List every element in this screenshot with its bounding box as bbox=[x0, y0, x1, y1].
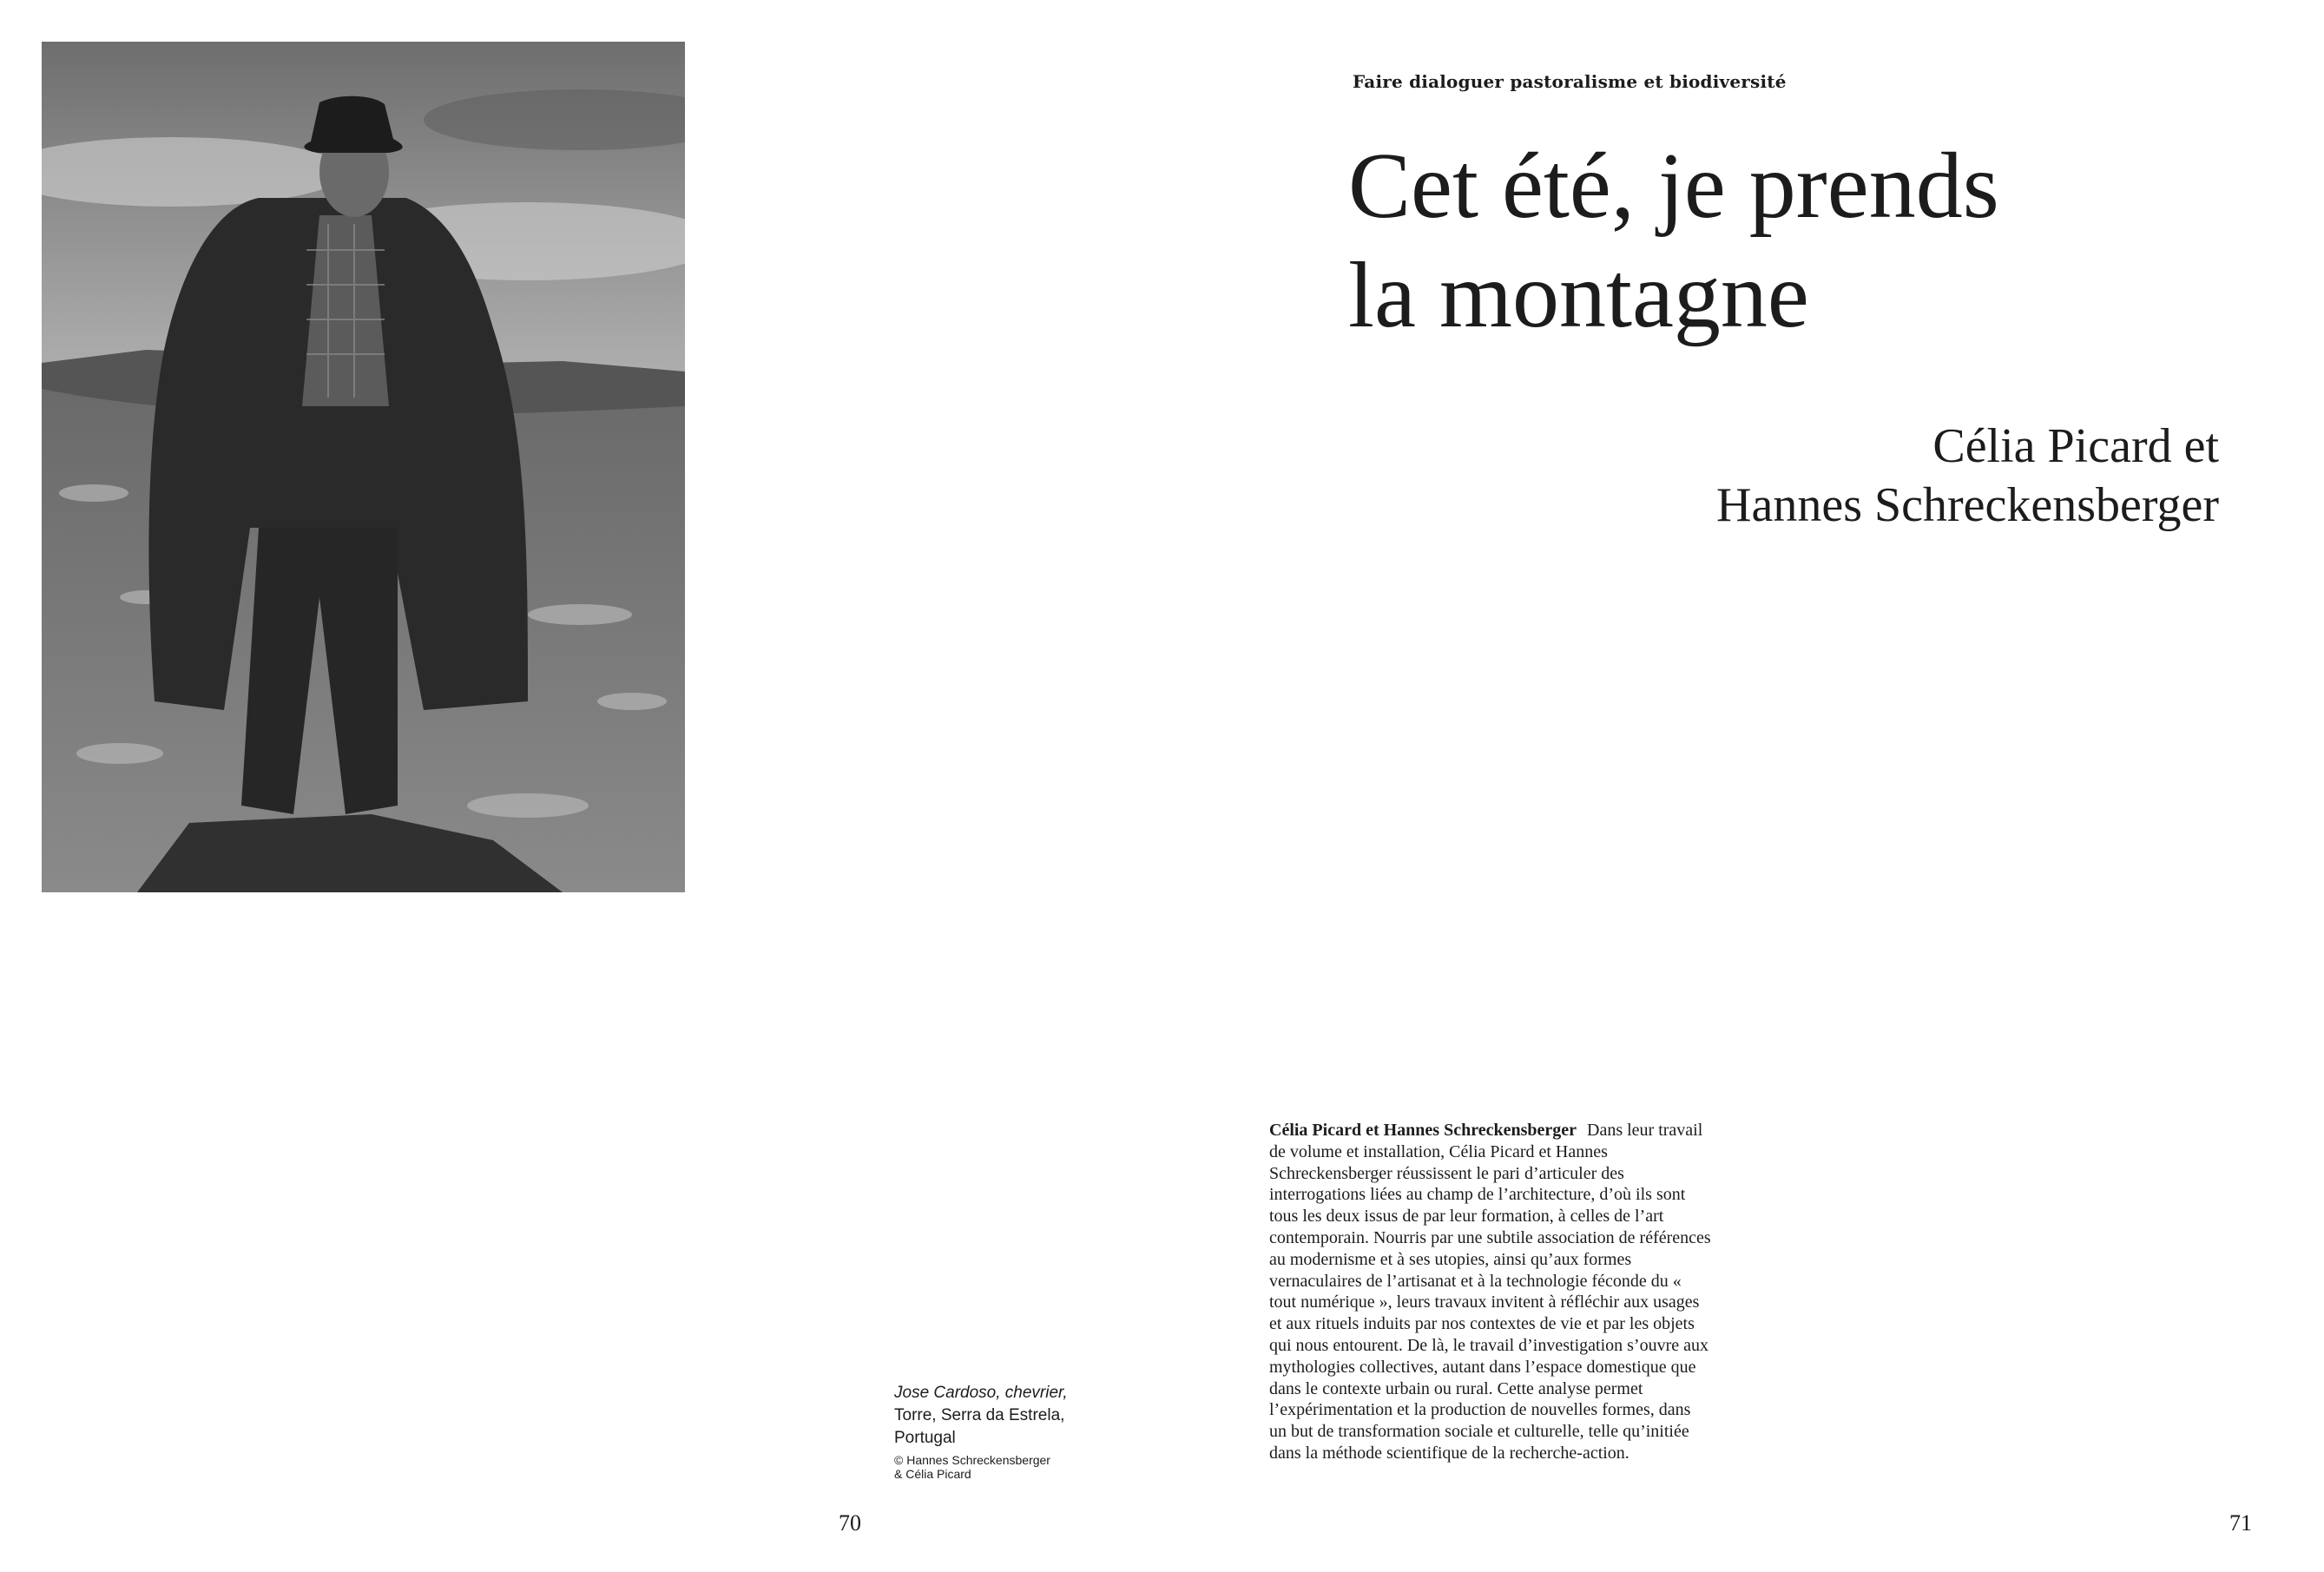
article-kicker: Faire dialoguer pastoralisme et biodiversité bbox=[1353, 71, 1787, 92]
photo-credit-1: © Hannes Schreckensberger bbox=[894, 1453, 1050, 1467]
title-line-1: Cet été, je prends bbox=[1348, 135, 1999, 238]
authors-line-1: Célia Picard et bbox=[1932, 419, 2219, 473]
photo-illustration bbox=[42, 42, 685, 892]
photo-caption bbox=[894, 1382, 1094, 1481]
caption-line-2: Torre, Serra da Estrela, bbox=[894, 1406, 1065, 1424]
page-number-left: 70 bbox=[839, 1510, 861, 1536]
photo-credit-2: & Célia Picard bbox=[894, 1467, 971, 1481]
authors-line-2: Hannes Schreckensberger bbox=[1716, 478, 2219, 532]
article-title bbox=[1348, 132, 1999, 351]
shepherd-photo bbox=[42, 42, 685, 892]
author-bio bbox=[1269, 1120, 1712, 1464]
bio-name: Célia Picard et Hannes Schreckensberger bbox=[1269, 1121, 1577, 1140]
article-authors bbox=[1716, 417, 2219, 535]
caption-line-3: Portugal bbox=[894, 1429, 956, 1447]
caption-line-1: Jose Cardoso, chevrier, bbox=[894, 1384, 1068, 1402]
page-number-right: 71 bbox=[2229, 1510, 2252, 1536]
bio-text: Dans leur travail de volume et installation, Célia Picard et Hannes Schreckensberger réussissent le pari d’articuler des interrogations liées au champ de l’architecture, d’où ils sont tous les deux issus de par leur formation, à celles de l’art contemporain. Nourris par une subtile association de références au modernisme et à ses utopies, ainsi qu’aux formes vernaculaires de l’artisanat et à la technologie féconde du « tout numérique », leurs travaux invitent à réfléchir aux usages et aux rituels induits par nos contextes de vie et par les objets qui nous entourent. De là, le travail d’investigation s’ouvre aux mythologies collectives, autant dans l’espace domestique que dans le contexte urbain ou rural. Cette analyse permet l’expérimentation et la production de nouvelles formes, dans un but de transformation sociale et culturelle, telle qu’initiée dans la méthode scientifique de la recherche-action. bbox=[1269, 1121, 1711, 1463]
title-line-2: la montagne bbox=[1348, 244, 1809, 347]
